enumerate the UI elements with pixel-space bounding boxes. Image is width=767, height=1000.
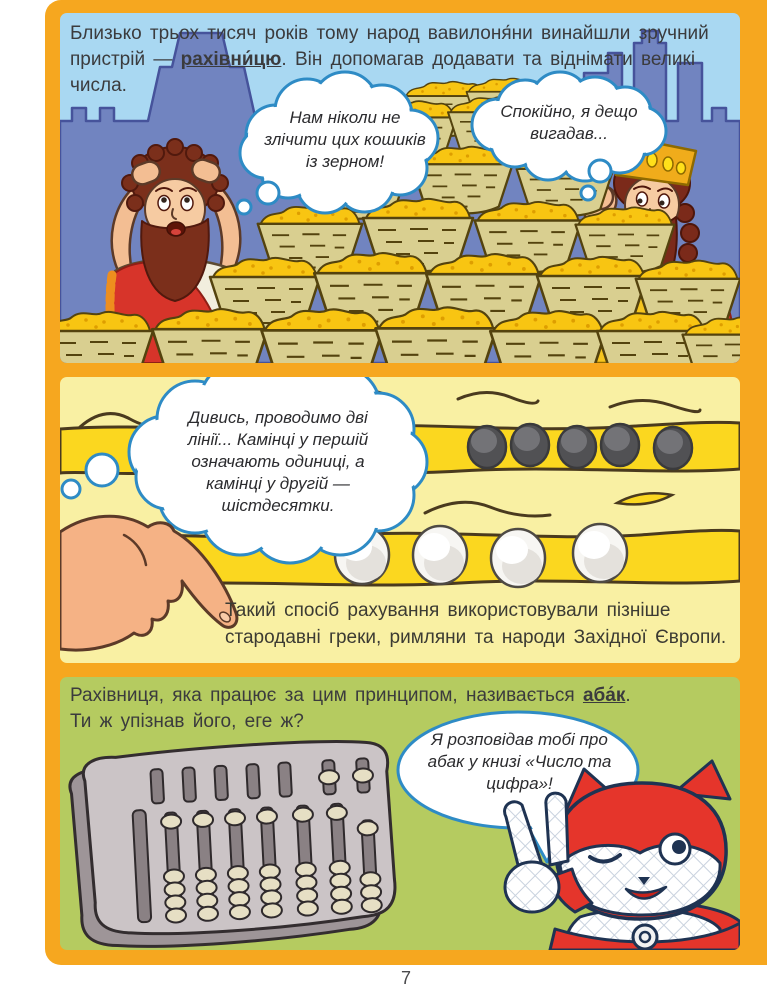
sand-caption — [225, 598, 740, 652]
panel-sand-counting — [60, 377, 740, 663]
panel-abacus-mascot — [60, 677, 740, 950]
thought-bubble-right-text: Спокійно, я дещо вигадав... — [500, 102, 638, 144]
paragraph-text: Рахівниця, яка працює за цим принципом, називається — [70, 685, 583, 706]
paragraph-text: Близько трьох тисяч років тому народ вавилоня́ни винайшли зручний пристрій — — [70, 23, 709, 70]
stone-abacus — [68, 738, 397, 950]
thought-bubble-sand-text: Дивись, проводимо дві лінії... Камінці у першій означають одиниці, а камінці у другій — шістдесятки. — [187, 408, 369, 516]
caption-line: стародавні греки, римляни та народи Західної Європи. — [225, 626, 727, 648]
thought-bubble-left-text: Нам ніколи не злічити цих кошиків із зерном! — [264, 108, 426, 172]
highlighted-term: аба́к — [582, 685, 626, 706]
page-frame — [45, 0, 767, 965]
paragraph-text: . — [625, 685, 631, 706]
paragraph-text: . Він допомагав додавати та віднімати великі числа. — [70, 48, 696, 96]
page-number: 7 — [400, 968, 411, 988]
paragraph-text: Ти ж упізнав його, еге ж? — [70, 710, 304, 732]
caption-line: Такий спосіб рахування використовували пізніше — [225, 600, 671, 621]
speech-bubble-cat-text: Я розповідав тобі про абак у книзі «Число та цифра»! — [427, 730, 612, 794]
babylon-intro-paragraph — [70, 21, 730, 98]
abacus-intro-paragraph — [70, 683, 730, 735]
highlighted-term: рахівни́цю — [180, 48, 282, 70]
panel-babylon-history — [60, 13, 740, 363]
